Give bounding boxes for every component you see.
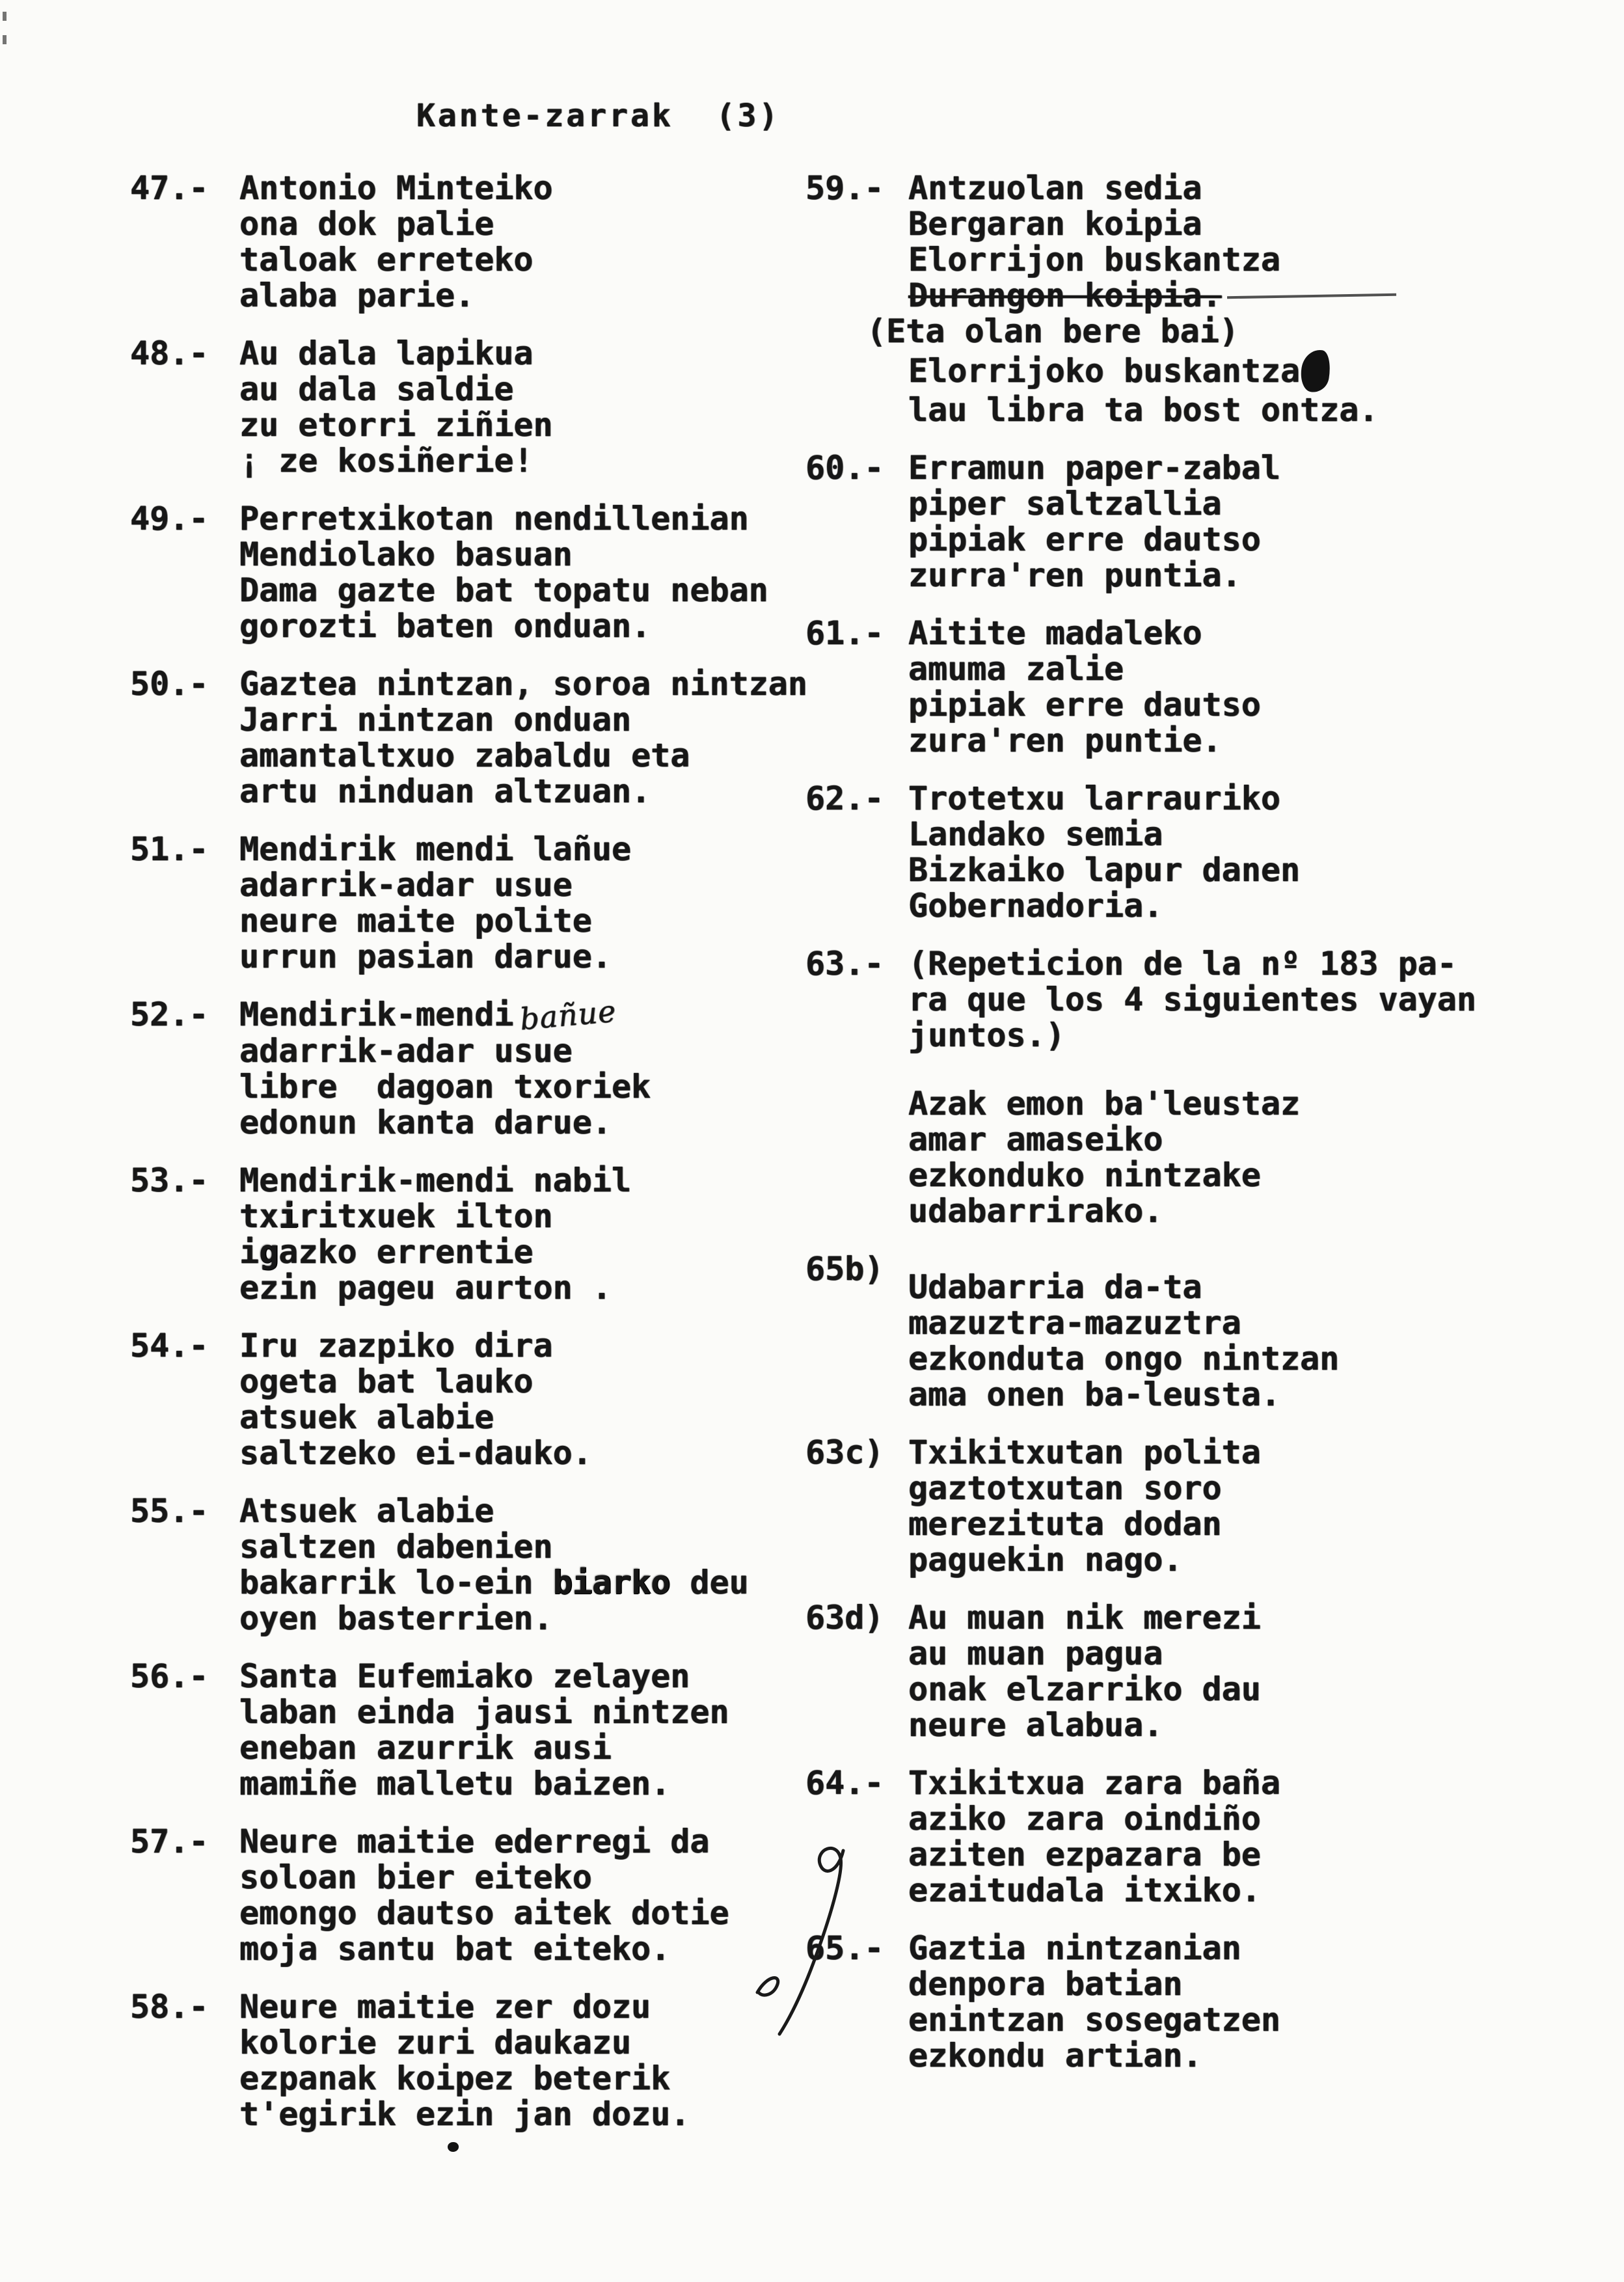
- verse-line: kolorie zuri daukazu: [239, 2024, 632, 2061]
- verse-line: aziko zara oindiño: [908, 1800, 1261, 1838]
- verse-item: [130, 1163, 820, 1306]
- verse-item: [130, 832, 820, 975]
- verse-line: Aitite madaleko: [908, 614, 1202, 652]
- verse-line: denpora batian: [908, 1965, 1183, 2003]
- verse-line: [239, 1199, 820, 1234]
- verse-item: [130, 1493, 820, 1637]
- text-segment: azko errentie: [278, 1233, 534, 1271]
- verse-line: (Repeticion de la nº 183 pa-: [908, 945, 1457, 983]
- verse-line: eneban azurrik ausi: [239, 1729, 612, 1767]
- verse-line: pipiak erre dautso: [908, 686, 1261, 724]
- verse-lines: [908, 616, 1593, 759]
- verse-line: lau libra ta bost ontza.: [908, 391, 1379, 429]
- verse-line: Azak emon ba'leustaz: [908, 1085, 1301, 1122]
- verse-line: Neure maitie ederregi da: [239, 1823, 710, 1860]
- verse-line: adarrik-adar usue: [239, 866, 573, 904]
- verse-line: [908, 349, 1593, 392]
- verse-line: edonun kanta darue.: [239, 1104, 612, 1141]
- verse-line: onak elzarriko dau: [908, 1670, 1261, 1708]
- verse-line: merezituta dodan: [908, 1505, 1222, 1543]
- verse-item: [805, 1435, 1593, 1578]
- verse-lines: [908, 1435, 1593, 1578]
- verse-number: 63.-: [805, 945, 884, 983]
- overstruck-text: biarko: [552, 1564, 671, 1601]
- verse-number: 57.-: [130, 1823, 209, 1860]
- verse-line: Dama gazte bat topatu neban: [239, 571, 768, 609]
- verse-number: 53.-: [130, 1161, 209, 1199]
- text-segment: bakarrik lo-ein: [239, 1564, 553, 1601]
- verse-line: enintzan sosegatzen: [908, 2001, 1280, 2039]
- verse-line: Mendirik mendi lañue: [239, 830, 632, 868]
- left-column: [130, 170, 820, 2154]
- verse-line: Txikitxua zara baña: [908, 1764, 1280, 1802]
- verse-item: [130, 1659, 820, 1802]
- page-bottom-dot: [448, 2142, 459, 2152]
- verse-line: adarrik-adar usue: [239, 1032, 573, 1070]
- verse-line: amuma zalie: [908, 650, 1124, 688]
- text-segment: ritxuek ilton: [298, 1197, 553, 1235]
- verse-number: 61.-: [805, 614, 884, 652]
- verse-line: Bergaran koipia: [908, 205, 1202, 243]
- verse-line: aziten ezpazara be: [908, 1836, 1261, 1873]
- verse-lines: [908, 1600, 1593, 1743]
- verse-line: gorozti baten onduan.: [239, 607, 651, 645]
- verse-item: [130, 666, 820, 809]
- verse-line: zu etorri ziñien: [239, 406, 553, 444]
- verse-lines: [908, 781, 1593, 924]
- verse-line: Perretxikotan nendillenian: [239, 500, 749, 537]
- verse-line: amantaltxuo zabaldu eta: [239, 737, 690, 774]
- verse-line: piper saltzallia: [908, 485, 1222, 523]
- verse-lines: [239, 170, 820, 314]
- text-segment: Mendirik-mendi: [239, 996, 514, 1033]
- ink-blot-icon: [1298, 347, 1333, 394]
- verse-number: 58.-: [130, 1988, 209, 2026]
- verse-line: Elorrijon buskantza: [908, 241, 1280, 278]
- verse-line: Gaztia nintzanian: [908, 1929, 1241, 1967]
- verse-line: ezkonduko nintzake: [908, 1156, 1261, 1194]
- verse-line: Iru zazpiko dira: [239, 1327, 553, 1365]
- verse-number: 56.-: [130, 1657, 209, 1695]
- verse-line: ezin pageu aurton .: [239, 1269, 612, 1307]
- verse-line: Jarri nintzan onduan: [239, 701, 632, 739]
- verse-line: zurra'ren puntia.: [908, 556, 1241, 594]
- verse-lines: [239, 1328, 820, 1471]
- verse-line: Bizkaiko lapur danen: [908, 851, 1301, 889]
- verse-line: mazuztra-mazuztra: [908, 1304, 1241, 1342]
- verse-line: saltzeko ei-dauko.: [239, 1434, 592, 1472]
- verse-line: mamiñe malletu baizen.: [239, 1765, 671, 1802]
- verse-line: emongo dautso aitek dotie: [239, 1894, 729, 1932]
- verse-item: [805, 170, 1593, 428]
- verse-lines: [239, 1659, 820, 1802]
- verse-lines: [908, 946, 1593, 1229]
- verse-number: 51.-: [130, 830, 209, 868]
- verse-line: neure alabua.: [908, 1706, 1163, 1744]
- verse-number: 64.-: [805, 1764, 884, 1802]
- verse-item: [130, 1989, 820, 2132]
- verse-line: neure maite polite: [239, 902, 592, 940]
- verse-line: Au dala lapikua: [239, 334, 534, 372]
- verse-line: ezkondu artian.: [908, 2037, 1202, 2074]
- verse-lines: [239, 993, 820, 1141]
- verse-line: Au muan nik merezi: [908, 1599, 1261, 1637]
- verse-line: moja santu bat eiteko.: [239, 1930, 671, 1968]
- verse-item: [130, 1328, 820, 1471]
- verse-line: Trotetxu larrauriko: [908, 780, 1280, 817]
- verse-item: [130, 336, 820, 479]
- verse-item: [805, 946, 1593, 1229]
- verse-lines: [239, 1824, 820, 1967]
- verse-line: zura'ren puntie.: [908, 722, 1222, 759]
- verse-line: [239, 1565, 820, 1601]
- verse-item: [805, 450, 1593, 593]
- verse-line: au muan pagua: [908, 1635, 1163, 1672]
- verse-lines: [239, 1493, 820, 1637]
- verse-line: Mendirik-mendi nabil: [239, 1161, 632, 1199]
- verse-line: (Eta olan bere bai): [867, 312, 1239, 350]
- verse-number: 65.-: [805, 1929, 884, 1967]
- verse-line: alaba parie.: [239, 277, 475, 314]
- verse-line: t'egirik ezin jan dozu.: [239, 2095, 690, 2133]
- verse-number: 54.-: [130, 1327, 209, 1365]
- verse-number: 62.-: [805, 780, 884, 817]
- verse-line: Erramun paper-zabal: [908, 449, 1280, 487]
- verse-number: 59.-: [805, 169, 884, 207]
- verse-line: paguekin nago.: [908, 1541, 1183, 1579]
- verse-line: Landako semia: [908, 815, 1163, 853]
- verse-number: 48.-: [130, 334, 209, 372]
- verse-line: urrun pasian darue.: [239, 938, 612, 975]
- verse-line: [239, 1234, 820, 1270]
- verse-number: 63d): [805, 1599, 884, 1637]
- verse-line: ogeta bat lauko: [239, 1363, 534, 1400]
- verse-number: 47.-: [130, 169, 209, 207]
- verse-line: [239, 993, 820, 1037]
- verse-line: artu ninduan altzuan.: [239, 772, 651, 810]
- verse-line: Atsuek alabie: [239, 1492, 494, 1530]
- verse-number: 65b): [805, 1250, 884, 1288]
- verse-lines: [239, 1989, 820, 2132]
- verse-lines: [239, 832, 820, 975]
- verse-item: [130, 170, 820, 314]
- verse-number: 63c): [805, 1433, 884, 1471]
- verse-lines: [239, 501, 820, 644]
- right-column: [805, 170, 1593, 2096]
- verse-lines: [239, 666, 820, 809]
- overstruck-text: g: [259, 1233, 279, 1271]
- verse-item: [805, 1931, 1593, 2074]
- verse-lines: [867, 169, 1593, 429]
- verse-lines: [239, 336, 820, 479]
- text-segment: i: [239, 1233, 260, 1271]
- text-segment: Elorrijoko buskantza: [908, 352, 1301, 390]
- verse-lines: [908, 1765, 1593, 1908]
- verse-line: Gobernadoria.: [908, 887, 1163, 925]
- verse-line: pipiak erre dautso: [908, 521, 1261, 558]
- verse-item: [805, 1251, 1593, 1413]
- verse-line: Mendiolako basuan: [239, 536, 573, 573]
- verse-line: laban einda jausi nintzen: [239, 1693, 729, 1731]
- verse-line: atsuek alabie: [239, 1398, 494, 1436]
- verse-number: 49.-: [130, 500, 209, 537]
- verse-item: [130, 1824, 820, 1967]
- verse-line: Gaztea nintzan, soroa nintzan: [239, 665, 807, 703]
- overstruck-text: i: [278, 1197, 299, 1235]
- scan-edge-artifacts: [3, 12, 8, 90]
- verse-line: ama onen ba-leusta.: [908, 1376, 1280, 1413]
- handwritten-flourish-mark: [746, 1839, 869, 2041]
- verse-line: ¡ ze kosiñerie!: [239, 442, 534, 480]
- verse-line: ezkonduta ongo nintzan: [908, 1340, 1340, 1378]
- verse-line: oyen basterrien.: [239, 1599, 553, 1637]
- verse-line: Antzuolan sedia: [908, 169, 1202, 207]
- verse-line: Antonio Minteiko: [239, 169, 553, 207]
- verse-item: [130, 501, 820, 644]
- verse-line: gaztotxutan soro: [908, 1469, 1222, 1507]
- verse-line: saltzen dabenien: [239, 1528, 553, 1566]
- verse-line: Santa Eufemiako zelayen: [239, 1657, 690, 1695]
- verse-line: ra que los 4 siguientes vayan: [908, 981, 1476, 1018]
- verse-line: amar amaseiko: [908, 1121, 1163, 1158]
- verse-number: 52.-: [130, 996, 209, 1033]
- verse-line: soloan bier eiteko: [239, 1858, 592, 1896]
- verse-line: taloak erreteko: [239, 241, 534, 278]
- verse-number: 55.-: [130, 1492, 209, 1530]
- verse-lines: [908, 1931, 1593, 2074]
- verse-number: 60.-: [805, 449, 884, 487]
- verse-line: udabarrirako.: [908, 1192, 1163, 1230]
- verse-lines: [239, 1163, 820, 1306]
- verse-lines: [908, 450, 1593, 593]
- page-title: Kante-zarrak (3): [416, 98, 781, 134]
- verse-line: juntos.): [908, 1016, 1065, 1054]
- text-segment: deu: [670, 1564, 749, 1601]
- verse-lines: [908, 1251, 1593, 1413]
- verse-item: [805, 616, 1593, 759]
- text-segment: tx: [239, 1197, 279, 1235]
- verse-line: Durangon koipia.: [908, 278, 1593, 314]
- verse-line: ezaitudala itxiko.: [908, 1871, 1261, 1909]
- verse-line: Txikitxutan polita: [908, 1433, 1261, 1471]
- verse-line: Neure maitie zer dozu: [239, 1988, 651, 2026]
- verse-line: ezpanak koipez beterik: [239, 2059, 671, 2097]
- verse-item: [805, 1600, 1593, 1743]
- verse-number: 50.-: [130, 665, 209, 703]
- verse-item: [130, 993, 820, 1141]
- verse-item: [805, 781, 1593, 924]
- verse-line: au dala saldie: [239, 370, 514, 408]
- verse-line: libre dagoan txoriek: [239, 1068, 651, 1106]
- handwritten-word: bañue: [519, 993, 618, 1037]
- verse-line: Udabarria da-ta: [908, 1268, 1202, 1306]
- verse-item: [805, 1765, 1593, 1908]
- verse-line: ona dok palie: [239, 205, 494, 243]
